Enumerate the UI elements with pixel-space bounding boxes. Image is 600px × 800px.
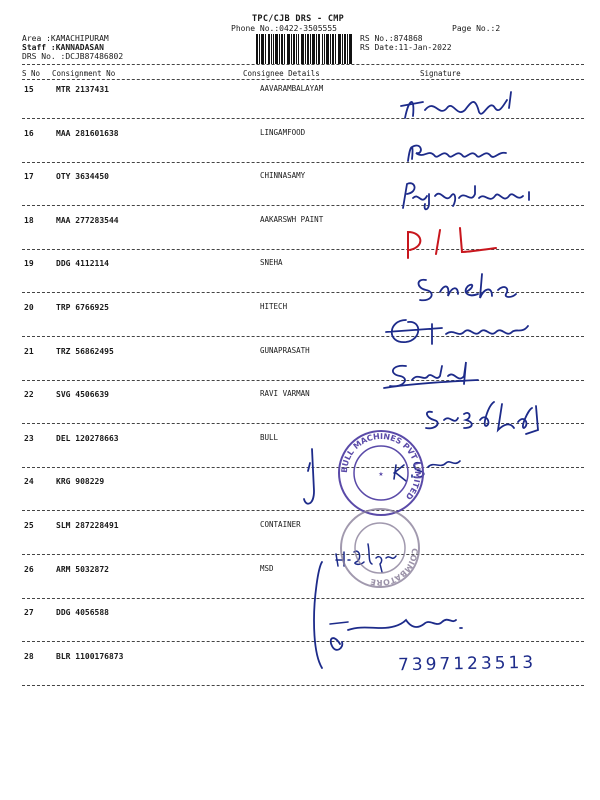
row-consignment: MTR 2137431 [56, 85, 109, 94]
signature-scribble-25 [330, 530, 400, 575]
row-sno: 18 [24, 216, 34, 225]
row-divider [22, 554, 584, 555]
page-number: Page No.:2 [452, 24, 501, 33]
row-consignment: ARM 5032872 [56, 565, 109, 574]
row-divider [22, 598, 584, 599]
row-consignee: BULL [260, 433, 279, 442]
signature-scribble-15 [395, 88, 525, 128]
staff-label: Staff :KANNADASAN [22, 43, 104, 52]
row-sno: 19 [24, 259, 34, 268]
row-consignment: DDG 4056588 [56, 608, 109, 617]
row-consignment: SVG 4506639 [56, 390, 109, 399]
row-sno: 20 [24, 303, 34, 312]
signature-scribble-22 [418, 398, 548, 440]
handwritten-phone-number: 7397123513 [397, 652, 537, 676]
second-seal-icon [338, 506, 422, 590]
signature-scribble-19 [412, 270, 522, 304]
row-consignee: SNEHA [260, 258, 283, 267]
row-consignee: LINGAMFOOD [260, 128, 306, 137]
col-header-signature: Signature [420, 69, 461, 78]
seal-text: BULL MACHINES PVT LIMITED [339, 431, 423, 502]
row-consignment: SLM 287228491 [56, 521, 119, 530]
col-header-consignee: Consignee Details [243, 69, 320, 78]
row-sno: 27 [24, 608, 34, 617]
row-consignment: KRG 908229 [56, 477, 105, 486]
signature-scribble-20 [382, 310, 542, 350]
row-consignee: CONTAINER [260, 520, 301, 529]
row-sno: 24 [24, 477, 34, 486]
row-sno: 22 [24, 390, 34, 399]
row-consignee: AAVARAMBALAYAM [260, 84, 324, 93]
row-consignment: MAA 281601638 [56, 129, 119, 138]
row-divider [22, 423, 584, 424]
header-divider [22, 64, 584, 65]
row-divider [22, 205, 584, 206]
row-divider [22, 162, 584, 163]
row-consignment: MAA 277283544 [56, 216, 119, 225]
company-seal-icon [336, 428, 426, 518]
phone-number: Phone No.:0422-3505555 [231, 24, 337, 33]
row-divider [22, 467, 584, 468]
signature-scribble-21 [378, 358, 498, 392]
row-divider [22, 641, 584, 642]
signature-scribble-17 [395, 178, 555, 212]
column-header-divider [22, 79, 584, 80]
signature-scribble-23-24 [300, 445, 470, 515]
row-divider [22, 685, 584, 686]
row-consignee: CHINNASAMY [260, 171, 306, 180]
row-divider [22, 118, 584, 119]
seal-text-2: COIMBATORE [369, 547, 420, 588]
row-divider [22, 336, 584, 337]
row-consignment: BLR 1100176873 [56, 652, 124, 661]
row-divider [22, 380, 584, 381]
row-divider [22, 510, 584, 511]
row-consignee: HITECH [260, 302, 288, 311]
document-title: TPC/CJB DRS - CMP [252, 14, 345, 24]
row-consignee: RAVI VARMAN [260, 389, 310, 398]
svg-text:★: ★ [378, 471, 384, 478]
row-divider [22, 292, 584, 293]
row-sno: 21 [24, 347, 34, 356]
row-divider [22, 249, 584, 250]
row-consignee: AAKARSWH PAINT [260, 215, 324, 224]
row-sno: 25 [24, 521, 34, 530]
drs-number: DRS No. :DCJB87486802 [22, 52, 124, 61]
area-label: Area :KAMACHIPURAM [22, 34, 109, 43]
row-consignment: OTY 3634450 [56, 172, 109, 181]
row-consignment: DDG 4112114 [56, 259, 109, 268]
row-sno: 26 [24, 565, 34, 574]
row-consignee: GUNAPRASATH [260, 346, 310, 355]
row-consignment: DEL 120278663 [56, 434, 119, 443]
row-consignment: TRP 6766925 [56, 303, 109, 312]
row-sno: 16 [24, 129, 34, 138]
row-consignee: MSD [260, 564, 274, 573]
row-sno: 28 [24, 652, 34, 661]
col-header-sno: S No [22, 69, 41, 78]
row-sno: 17 [24, 172, 34, 181]
row-consignment: TRZ 56862495 [56, 347, 114, 356]
col-header-consignment: Consignment No [52, 69, 116, 78]
barcode [256, 34, 352, 64]
row-sno: 15 [24, 85, 34, 94]
row-sno: 23 [24, 434, 34, 443]
rs-date: RS Date:11-Jan-2022 [360, 43, 452, 52]
rs-number: RS No.:874868 [360, 34, 423, 43]
signature-red-initials-18 [400, 222, 500, 262]
